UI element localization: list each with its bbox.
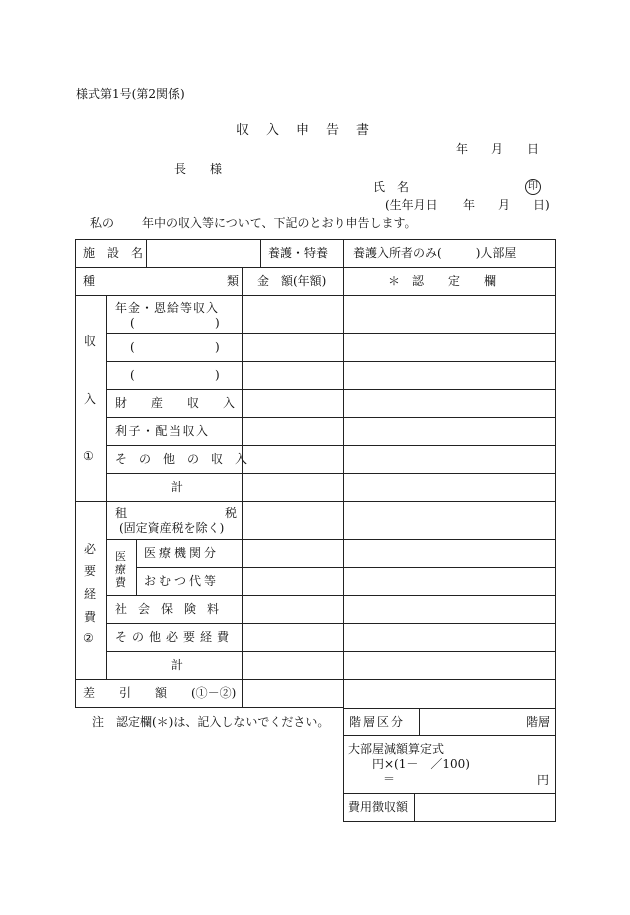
name-field[interactable]	[420, 178, 515, 194]
expense-group-char-5: ②	[83, 631, 94, 645]
birth-month: 月	[498, 198, 511, 212]
footer-note: 注 認定欄(＊)は、記入しないでください。	[92, 715, 330, 729]
income-total-label: 計	[171, 480, 184, 494]
income-blank-2-paren-open: (	[130, 368, 135, 382]
pension-paren-open: (	[130, 316, 135, 330]
date-month: 月	[491, 142, 504, 156]
floor-class-unit: 階層	[526, 715, 551, 729]
medical-char-2: 療	[115, 563, 126, 576]
tax-note: (固定資産税を除く)	[119, 521, 225, 535]
interest-income-label: 利子・配当収入	[115, 424, 210, 438]
care-type-label: 養護・特養	[268, 246, 329, 260]
other-expense-label: その他必要経費	[115, 630, 235, 644]
income-group-char-1: 収	[84, 334, 97, 348]
facility-name-field[interactable]	[147, 240, 260, 267]
facility-label: 施 設 名	[83, 246, 144, 260]
income-declaration-table	[75, 239, 556, 708]
calc-formula: 円×(1－ ／100)	[372, 757, 470, 771]
medical-institution-label: 医療機関分	[144, 546, 220, 560]
income-group-char-3: ①	[83, 449, 94, 463]
pension-label: 年金・恩給等収入	[115, 301, 220, 315]
expense-total-label: 計	[171, 658, 184, 672]
amount-column-fields[interactable]	[243, 296, 343, 707]
date-year: 年	[456, 142, 469, 156]
income-blank-1-paren-open: (	[130, 340, 135, 354]
other-income-label: そ の 他 の 収 入	[115, 452, 248, 466]
amount-header: 金 額(年額)	[257, 274, 327, 288]
social-insurance-label: 社会保険料	[115, 602, 231, 616]
fee-field[interactable]	[415, 794, 555, 821]
date-day: 日	[527, 142, 540, 156]
form-title: 収 入 申 告 書	[236, 123, 372, 138]
intro-prefix: 私の	[90, 216, 115, 230]
medical-char-1: 医	[115, 550, 126, 563]
birth-label: (生年月日	[385, 198, 438, 212]
intro-text: 年中の収入等について、下記のとおり申告します。	[142, 216, 417, 230]
room-type	[353, 246, 516, 260]
calculation-box	[343, 708, 556, 822]
form-number: 様式第1号(第2関係)	[76, 87, 185, 101]
tax-label-left: 租	[115, 506, 128, 520]
name-label: 氏 名	[373, 180, 410, 194]
medical-char-3: 費	[115, 576, 126, 589]
tax-label-right: 税	[225, 506, 238, 520]
balance-label: 差 引 額 (①－②)	[83, 686, 237, 700]
calc-yen: 円	[537, 773, 550, 787]
income-blank-2-paren-close: )	[215, 368, 220, 382]
expense-group-char-3: 経	[84, 587, 97, 601]
income-blank-1-paren-close: )	[215, 340, 220, 354]
expense-group-char-4: 費	[84, 610, 97, 624]
income-group-char-2: 入	[84, 392, 97, 406]
kind-header-right: 類	[227, 274, 240, 288]
room-type-suffix: )人部屋	[475, 246, 517, 260]
expense-group-char-1: 必	[84, 542, 97, 556]
seal-icon: 印	[525, 179, 541, 195]
calc-title: 大部屋減額算定式	[348, 742, 445, 756]
diapers-label: おむつ代等	[144, 574, 220, 588]
birth-year: 年	[463, 198, 476, 212]
floor-class-label: 階層区分	[349, 715, 406, 729]
birth-day: 日)	[533, 198, 550, 212]
pension-paren-close: )	[215, 316, 220, 330]
addressee: 長 様	[174, 162, 223, 176]
expense-group-char-2: 要	[84, 564, 97, 578]
room-type-prefix: 養護入所者のみ(	[353, 246, 442, 260]
calc-equals: ＝	[383, 772, 396, 786]
kind-header-left: 種	[83, 274, 96, 288]
approval-header: ＊ 認 定 欄	[388, 274, 497, 288]
fee-label: 費用徴収額	[348, 800, 409, 814]
property-income-label: 財 産 収 入	[115, 396, 236, 410]
